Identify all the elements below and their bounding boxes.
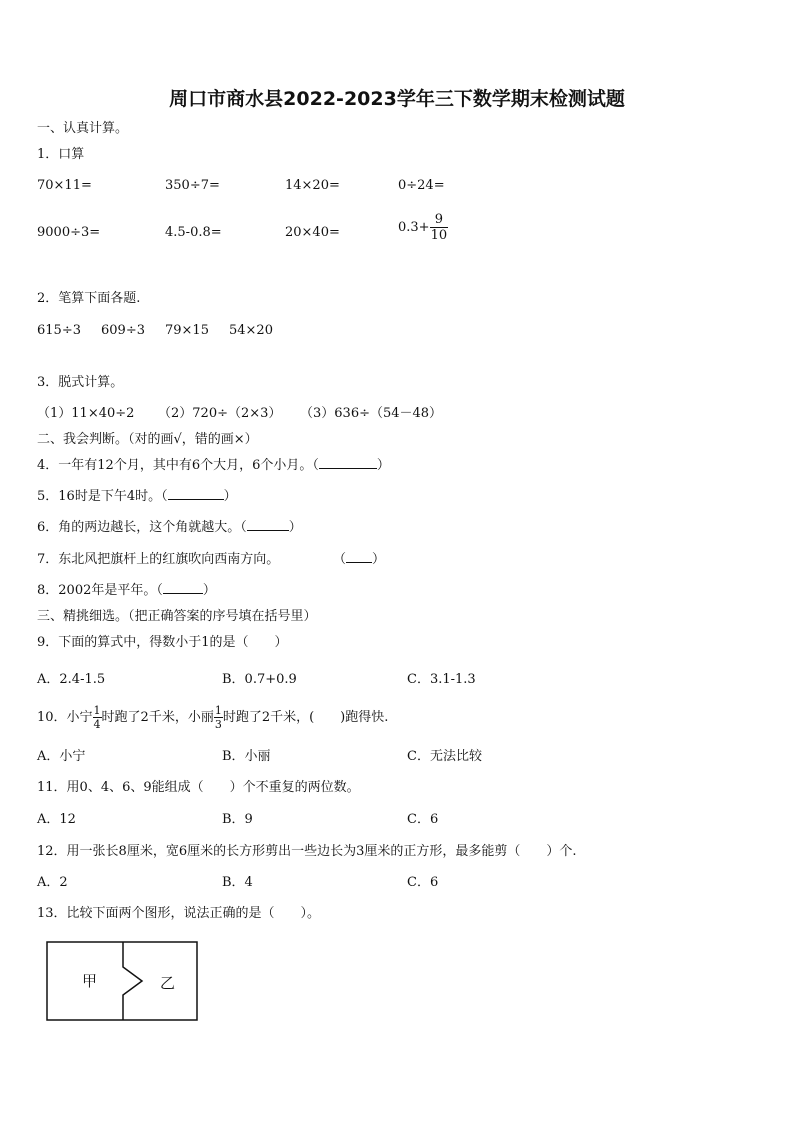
fraction-numerator: 9 (430, 213, 449, 228)
q11-option-c[interactable]: C．6 (407, 812, 439, 827)
q11-text: 11．用0、4、6、9能组成（ ）个不重复的两位数。 (37, 780, 360, 795)
q4 (37, 459, 390, 472)
fraction-denominator: 4 (93, 718, 101, 731)
q8-text: 8．2002年是平年。（ (37, 583, 163, 598)
q13-figure-svg (46, 941, 200, 1023)
fraction-1-3 (214, 705, 223, 730)
q7 (37, 553, 279, 566)
q1-item-3: 14×20= (285, 178, 340, 193)
q6-answer-blank[interactable] (247, 530, 289, 531)
q12-text: 12．用一张长8厘米，宽6厘米的长方形剪出一些边长为3厘米的正方形，最多能剪（ ）个. (37, 844, 577, 859)
q1-item-8 (398, 213, 448, 242)
q12-option-a[interactable]: A．2 (37, 875, 68, 890)
section-2-heading: 二、我会判断。（对的画√，错的画×） (37, 432, 258, 447)
figure-label-b: 乙 (160, 974, 176, 992)
q9-option-c[interactable]: C．3.1-1.3 (407, 672, 476, 687)
q10-part2: 时跑了2千米，小丽 (101, 710, 214, 725)
q1-heading: 1．口算 (37, 147, 85, 162)
q7-open: （ (333, 552, 347, 567)
q4-close: ） (376, 458, 390, 473)
q11-option-b[interactable]: B．9 (222, 812, 253, 827)
q5-answer-blank[interactable] (168, 499, 224, 500)
q10-option-c[interactable]: C．无法比较 (407, 749, 482, 764)
q9-option-b[interactable]: B．0.7+0.9 (222, 672, 297, 687)
q7-answer-blank[interactable] (346, 562, 372, 563)
q3-heading: 3．脱式计算。 (37, 375, 124, 390)
q2-item-4: 54×20 (229, 323, 273, 338)
q4-answer-blank[interactable] (319, 468, 377, 469)
q2-item-2: 609÷3 (101, 323, 145, 338)
section-1-heading: 一、认真计算。 (37, 121, 129, 136)
q3-item-1: （1）11×40÷2 (37, 406, 135, 421)
q5-close: ） (223, 489, 237, 504)
q11-option-a[interactable]: A．12 (37, 812, 76, 827)
fraction-1-4 (93, 705, 102, 730)
figure-label-a: 甲 (82, 972, 98, 990)
q13-text: 13．比较下面两个图形，说法正确的是（ ）。 (37, 906, 321, 921)
q1-item-8-prefix: 0.3+ (398, 220, 430, 235)
figure-divider-line (123, 942, 142, 1020)
fraction-denominator: 10 (430, 228, 448, 243)
q10-option-a[interactable]: A．小宁 (37, 749, 86, 764)
q1-item-7: 20×40= (285, 225, 340, 240)
q1-item-4: 0÷24= (398, 178, 445, 193)
q8 (37, 584, 216, 597)
q2-item-3: 79×15 (165, 323, 209, 338)
fraction-9-10 (430, 213, 449, 242)
q6 (37, 521, 302, 534)
q10-part3: 时跑了2千米，( )跑得快. (222, 710, 389, 725)
q7-bracket (333, 553, 385, 566)
q8-close: ） (202, 583, 216, 598)
q13-figure (46, 941, 200, 1027)
q3-item-3: （3）636÷（54－48） (300, 406, 443, 421)
fraction-numerator: 1 (93, 704, 101, 717)
q1-item-5: 9000÷3= (37, 225, 101, 240)
q9-option-a[interactable]: A．2.4-1.5 (37, 672, 106, 687)
q1-item-2: 350÷7= (165, 178, 220, 193)
q6-text: 6．角的两边越长，这个角就越大。（ (37, 520, 247, 535)
q5-text: 5．16时是下午4时。（ (37, 489, 168, 504)
q5 (37, 490, 237, 503)
q6-close: ） (288, 520, 302, 535)
fraction-denominator: 3 (214, 718, 222, 731)
q10-option-b[interactable]: B．小丽 (222, 749, 271, 764)
section-3-heading: 三、精挑细选。（把正确答案的序号填在括号里） (37, 609, 317, 624)
q7-text: 7．东北风把旗杆上的红旗吹向西南方向。 (37, 552, 280, 567)
q8-answer-blank[interactable] (163, 593, 203, 594)
q2-item-1: 615÷3 (37, 323, 81, 338)
q10-part1: 10．小宁 (37, 710, 93, 725)
fraction-numerator: 1 (214, 704, 222, 717)
q7-close: ） (372, 552, 386, 567)
q2-heading: 2．笔算下面各题. (37, 291, 141, 306)
q10-text (37, 705, 388, 730)
page-title: 周口市商水县2022-2023学年三下数学期末检测试题 (169, 88, 625, 110)
q12-option-b[interactable]: B．4 (222, 875, 253, 890)
q1-item-6: 4.5-0.8= (165, 225, 222, 240)
q1-item-1: 70×11= (37, 178, 92, 193)
q4-text: 4．一年有12个月，其中有6个大月，6个小月。（ (37, 458, 319, 473)
q3-item-2: （2）720÷（2×3） (158, 406, 282, 421)
q9-text: 9．下面的算式中，得数小于1的是（ ） (37, 635, 288, 650)
q12-option-c[interactable]: C．6 (407, 875, 439, 890)
